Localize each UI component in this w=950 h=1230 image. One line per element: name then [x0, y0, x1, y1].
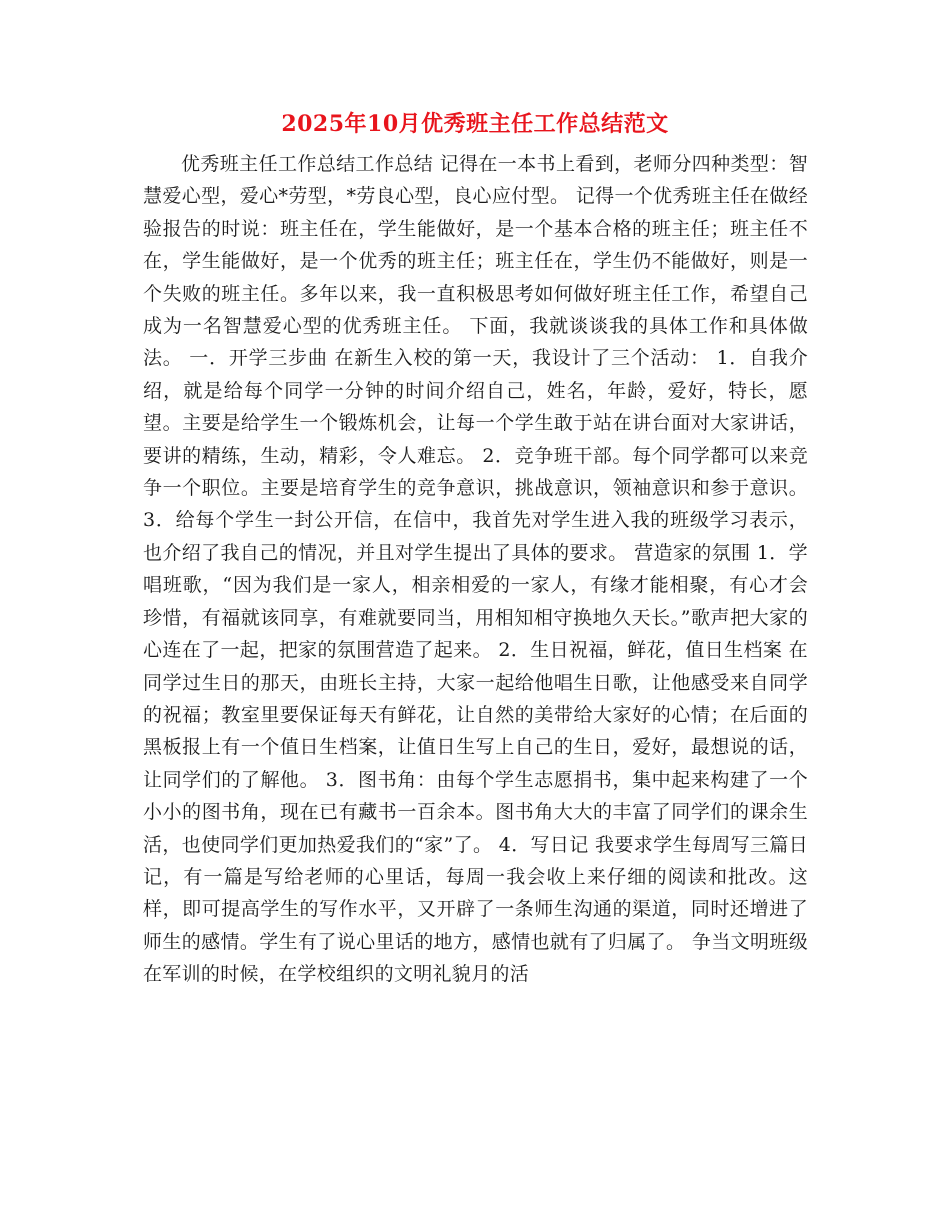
document-body-paragraph: 优秀班主任工作总结工作总结 记得在一本书上看到，老师分四种类型：智慧爱心型，爱心*劳型，*劳良心型，良心应付型。 记得一个优秀班主任在做经验报告的时说：班主任在，学生能做好，是一个基本合格的班主任；班主任不在，学生能做好，是一个优秀的班主任；班主任在，学生仍不能做好，则是一个失败的班主任。多年以来，我一直积极思考如何做好班主任工作，希望自己成为一名智慧爱心型的优秀班主任。 下面，我就谈谈我的具体工作和具体做法。 一．开学三步曲 在新生入校的第一天，我设计了三个活动： 1．自我介绍，就是给每个同学一分钟的时间介绍自己，姓名，年龄，爱好，特长，愿望。主要是给学生一个锻炼机会，让每一个学生敢于站在讲台面对大家讲话，要讲的精练，生动，精彩，令人难忘。 2．竞争班干部。每个同学都可以来竞争一个职位。主要是培育学生的竞争意识，挑战意识，领袖意识和参于意识。 3．给每个学生一封公开信，在信中，我首先对学生进入我的班级学习表示，也介绍了我自己的情况，并且对学生提出了具体的要求。 营造家的氛围 1．学唱班歌，“因为我们是一家人，相亲相爱的一家人，有缘才能相聚，有心才会珍惜，有福就该同享，有难就要同当，用相知相守换地久天长。”歌声把大家的心连在了一起，把家的氛围营造了起来。 2．生日祝福，鲜花，值日生档案 在同学过生日的那天，由班长主持，大家一起给他唱生日歌，让他感受来自同学的祝福；教室里要保证每天有鲜花，让自然的美带给大家好的心情；在后面的黑板报上有一个值日生档案，让值日生写上自己的生日，爱好，最想说的话，让同学们的了解他。 3．图书角：由每个学生志愿捐书，集中起来构建了一个小小的图书角，现在已有藏书一百余本。图书角大大的丰富了同学们的课余生活，也使同学们更加热爱我们的“家”了。 4．写日记 我要求学生每周写三篇日记，有一篇是写给老师的心里话，每周一我会收上来仔细的阅读和批改。这样，即可提高学生的写作水平，又开辟了一条师生沟通的渠道，同时还增进了师生的感情。学生有了说心里话的地方，感情也就有了归属了。 争当文明班级 在军训的时候，在学校组织的文明礼貌月的活	[143, 153, 808, 986]
document-title: 2025年10月优秀班主任工作总结范文	[281, 111, 669, 137]
